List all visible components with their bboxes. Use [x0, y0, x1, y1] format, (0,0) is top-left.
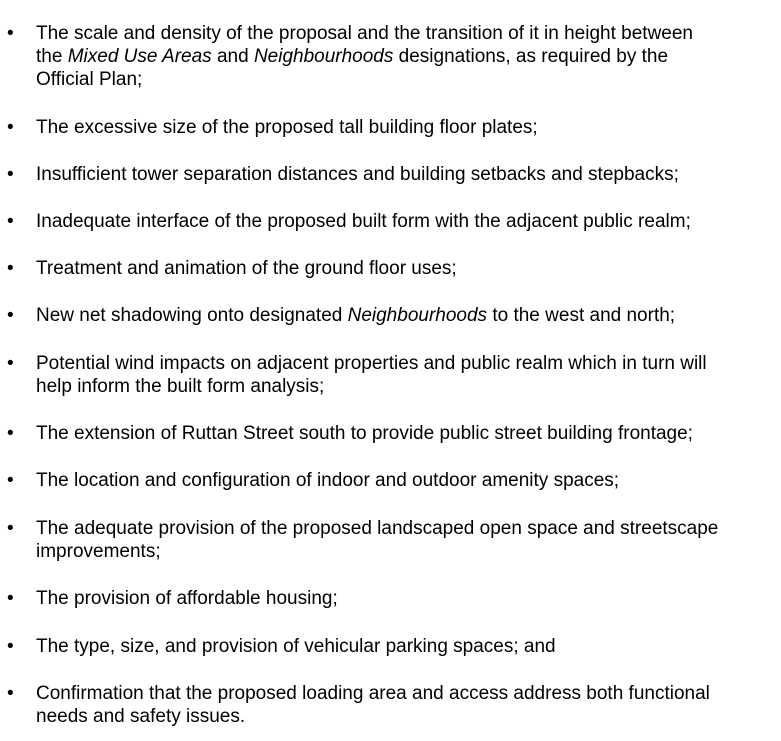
text-segment: The location and configuration of indoor and outdoor amenity spaces; — [36, 470, 620, 491]
bullet-icon: • — [7, 258, 14, 279]
bullet-icon: • — [7, 423, 14, 444]
text-segment: The type, size, and provision of vehicular parking spaces; and — [36, 636, 556, 657]
text-segment: Official Plan; — [36, 69, 143, 90]
text-line — [36, 635, 776, 658]
text-line — [36, 517, 776, 540]
list-item-text — [36, 682, 776, 728]
bullet-icon: • — [7, 683, 14, 704]
text-segment: The excessive size of the proposed tall building floor plates; — [36, 117, 538, 138]
text-segment: Potential wind impacts on adjacent properties and public realm which in turn will — [36, 353, 707, 374]
bullet-icon: • — [7, 211, 14, 232]
text-line — [36, 352, 776, 375]
text-line — [36, 682, 776, 705]
list-item-text — [36, 352, 776, 398]
text-line — [36, 68, 776, 91]
list-item-text — [36, 163, 776, 186]
text-line — [36, 257, 776, 280]
list-item-text — [36, 469, 776, 492]
list-item-text — [36, 422, 776, 445]
list-item-text — [36, 116, 776, 139]
list-item-text — [36, 517, 776, 563]
text-line — [36, 469, 776, 492]
list-item-text — [36, 210, 776, 233]
text-segment: New net shadowing onto designated — [36, 305, 348, 326]
text-segment: and — [211, 46, 254, 67]
bullet-icon: • — [7, 117, 14, 138]
bullet-icon: • — [7, 470, 14, 491]
text-segment: help inform the built form analysis; — [36, 376, 325, 397]
text-segment: the — [36, 46, 68, 67]
text-segment: Insufficient tower separation distances and building setbacks and stepbacks; — [36, 164, 679, 185]
list-item-text — [36, 304, 776, 327]
text-line — [36, 705, 776, 728]
text-line — [36, 375, 776, 398]
bullet-icon: • — [7, 636, 14, 657]
list-item-text — [36, 635, 776, 658]
text-segment: Confirmation that the proposed loading area and access address both functional — [36, 683, 710, 704]
italic-term: Neighbourhoods — [253, 46, 394, 67]
bullet-icon: • — [7, 518, 14, 539]
text-segment: The provision of affordable housing; — [36, 588, 338, 609]
text-line — [36, 587, 776, 610]
text-segment: improvements; — [36, 541, 161, 562]
italic-term: Neighbourhoods — [347, 305, 488, 326]
bullet-icon: • — [7, 23, 14, 44]
bullet-icon: • — [7, 164, 14, 185]
text-line — [36, 210, 776, 233]
text-segment: The adequate provision of the proposed landscaped open space and streetscape — [36, 518, 719, 539]
text-segment: designations, as required by the — [393, 46, 669, 67]
bullet-icon: • — [7, 305, 14, 326]
text-line — [36, 22, 776, 45]
list-item-text — [36, 22, 776, 91]
text-line — [36, 540, 776, 563]
text-segment: to the west and north; — [487, 305, 676, 326]
text-segment: The extension of Ruttan Street south to provide public street building frontage; — [36, 423, 693, 444]
list-item-text — [36, 257, 776, 280]
text-line — [36, 45, 776, 68]
bullet-icon: • — [7, 353, 14, 374]
text-segment: Treatment and animation of the ground floor uses; — [36, 258, 457, 279]
text-segment: The scale and density of the proposal and the transition of it in height between — [36, 23, 693, 44]
italic-term: Mixed Use Areas — [67, 46, 212, 67]
text-segment: needs and safety issues. — [36, 706, 246, 727]
text-line — [36, 304, 776, 327]
text-line — [36, 116, 776, 139]
list-item-text — [36, 587, 776, 610]
text-line — [36, 163, 776, 186]
bullet-icon: • — [7, 588, 14, 609]
text-line — [36, 422, 776, 445]
text-segment: Inadequate interface of the proposed built form with the adjacent public realm; — [36, 211, 691, 232]
